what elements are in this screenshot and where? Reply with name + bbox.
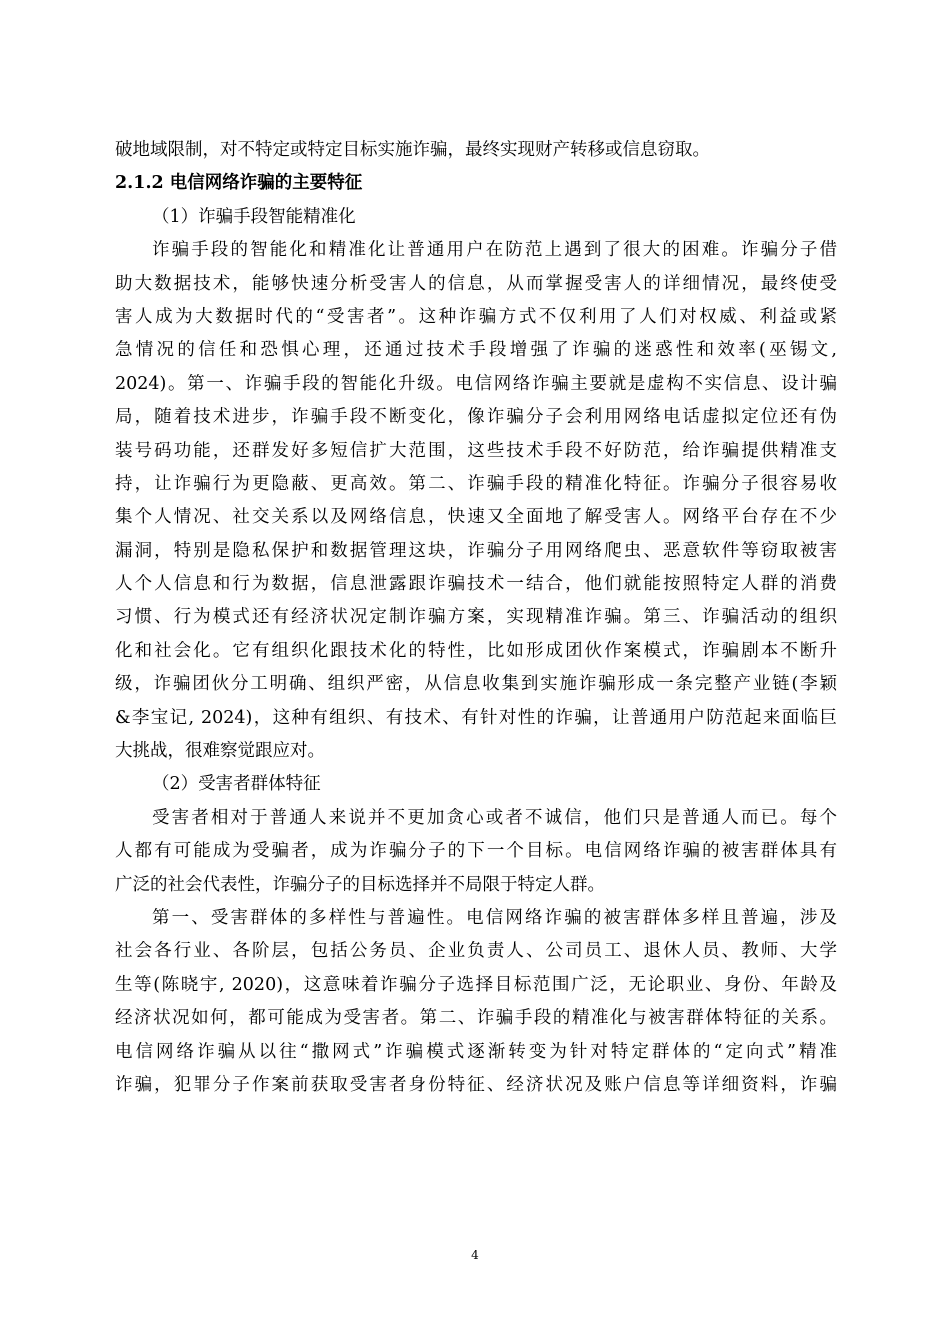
text-line: 广泛的社会代表性，诈骗分子的目标选择并不局限于特定人群。 bbox=[115, 874, 605, 895]
text-line: 人个人信息和行为数据，信息泄露跟诈骗技术一结合，他们就能按照特定人群的消费 bbox=[115, 574, 837, 595]
text-line: 电信网络诈骗从以往“撒网式”诈骗模式逐渐转变为针对特定群体的“定向式”精准 bbox=[115, 1041, 837, 1062]
text-line: 社会各行业、各阶层，包括公务员、企业负责人、公司员工、退休人员、教师、大学 bbox=[115, 941, 837, 962]
text-line: 生等(陈晓宇, 2020)，这意味着诈骗分子选择目标范围广泛，无论职业、身份、年龄及 bbox=[115, 974, 837, 995]
body-text bbox=[115, 134, 837, 1102]
text-line: 经济状况如何，都可能成为受害者。第二、诈骗手段的精准化与被害群体特征的关系。 bbox=[115, 1008, 837, 1029]
text-line: 第一、受害群体的多样性与普遍性。电信网络诈骗的被害群体多样且普遍，涉及 bbox=[152, 907, 837, 928]
text-line: 诈骗手段的智能化和精准化让普通用户在防范上遇到了很大的困难。诈骗分子借 bbox=[152, 240, 837, 261]
text-line: 局，随着技术进步，诈骗手段不断变化，像诈骗分子会利用网络电话虚拟定位还有伪 bbox=[115, 407, 837, 428]
text-line: 人都有可能成为受骗者，成为诈骗分子的下一个目标。电信网络诈骗的被害群体具有 bbox=[115, 841, 837, 862]
text-line: 化和社会化。它有组织化跟技术化的特性，比如形成团伙作案模式，诈骗剧本不断升 bbox=[115, 640, 837, 661]
text-line: 害人成为大数据时代的“受害者”。这种诈骗方式不仅利用了人们对权威、利益或紧 bbox=[115, 306, 837, 327]
text-line: 级，诈骗团伙分工明确、组织严密，从信息收集到实施诈骗形成一条完整产业链(李颖 bbox=[115, 674, 837, 695]
text-line: 大挑战，很难察觉跟应对。 bbox=[115, 741, 325, 762]
text-line: 破地域限制，对不特定或特定目标实施诈骗，最终实现财产转移或信息窃取。 bbox=[115, 140, 710, 160]
text-line: 集个人情况、社交关系以及网络信息，快速又全面地了解受害人。网络平台存在不少 bbox=[115, 507, 837, 528]
text-line: &李宝记, 2024)，这种有组织、有技术、有针对性的诈骗，让普通用户防范起来面临巨 bbox=[115, 707, 837, 728]
text-line: 2024)。第一、诈骗手段的智能化升级。电信网络诈骗主要就是虚构不实信息、设计骗 bbox=[115, 373, 837, 394]
text-line: 急情况的信任和恐惧心理，还通过技术手段增强了诈骗的迷惑性和效率(巫锡文, bbox=[115, 340, 837, 361]
text-line: 装号码功能，还群发好多短信扩大范围，这些技术手段不好防范，给诈骗提供精准支 bbox=[115, 440, 837, 461]
text-line: 助大数据技术，能够快速分析受害人的信息，从而掌握受害人的详细情况，最终使受 bbox=[115, 273, 837, 294]
text-line: 习惯、行为模式还有经济状况定制诈骗方案，实现精准诈骗。第三、诈骗活动的组织 bbox=[115, 607, 837, 628]
section-heading: 2.1.2 电信网络诈骗的主要特征 bbox=[115, 173, 363, 194]
text-line: （1）诈骗手段智能精准化 bbox=[152, 206, 356, 227]
text-line: 持，让诈骗行为更隐蔽、更高效。第二、诈骗手段的精准化特征。诈骗分子很容易收 bbox=[115, 473, 837, 494]
page-number: 4 bbox=[471, 1248, 479, 1262]
text-line: （2）受害者群体特征 bbox=[152, 774, 321, 795]
text-line: 受害者相对于普通人来说并不更加贪心或者不诚信，他们只是普通人而已。每个 bbox=[152, 807, 837, 828]
text-line: 诈骗，犯罪分子作案前获取受害者身份特征、经济状况及账户信息等详细资料，诈骗 bbox=[115, 1074, 837, 1095]
text-line: 漏洞，特别是隐私保护和数据管理这块，诈骗分子用网络爬虫、恶意软件等窃取被害 bbox=[115, 540, 837, 561]
